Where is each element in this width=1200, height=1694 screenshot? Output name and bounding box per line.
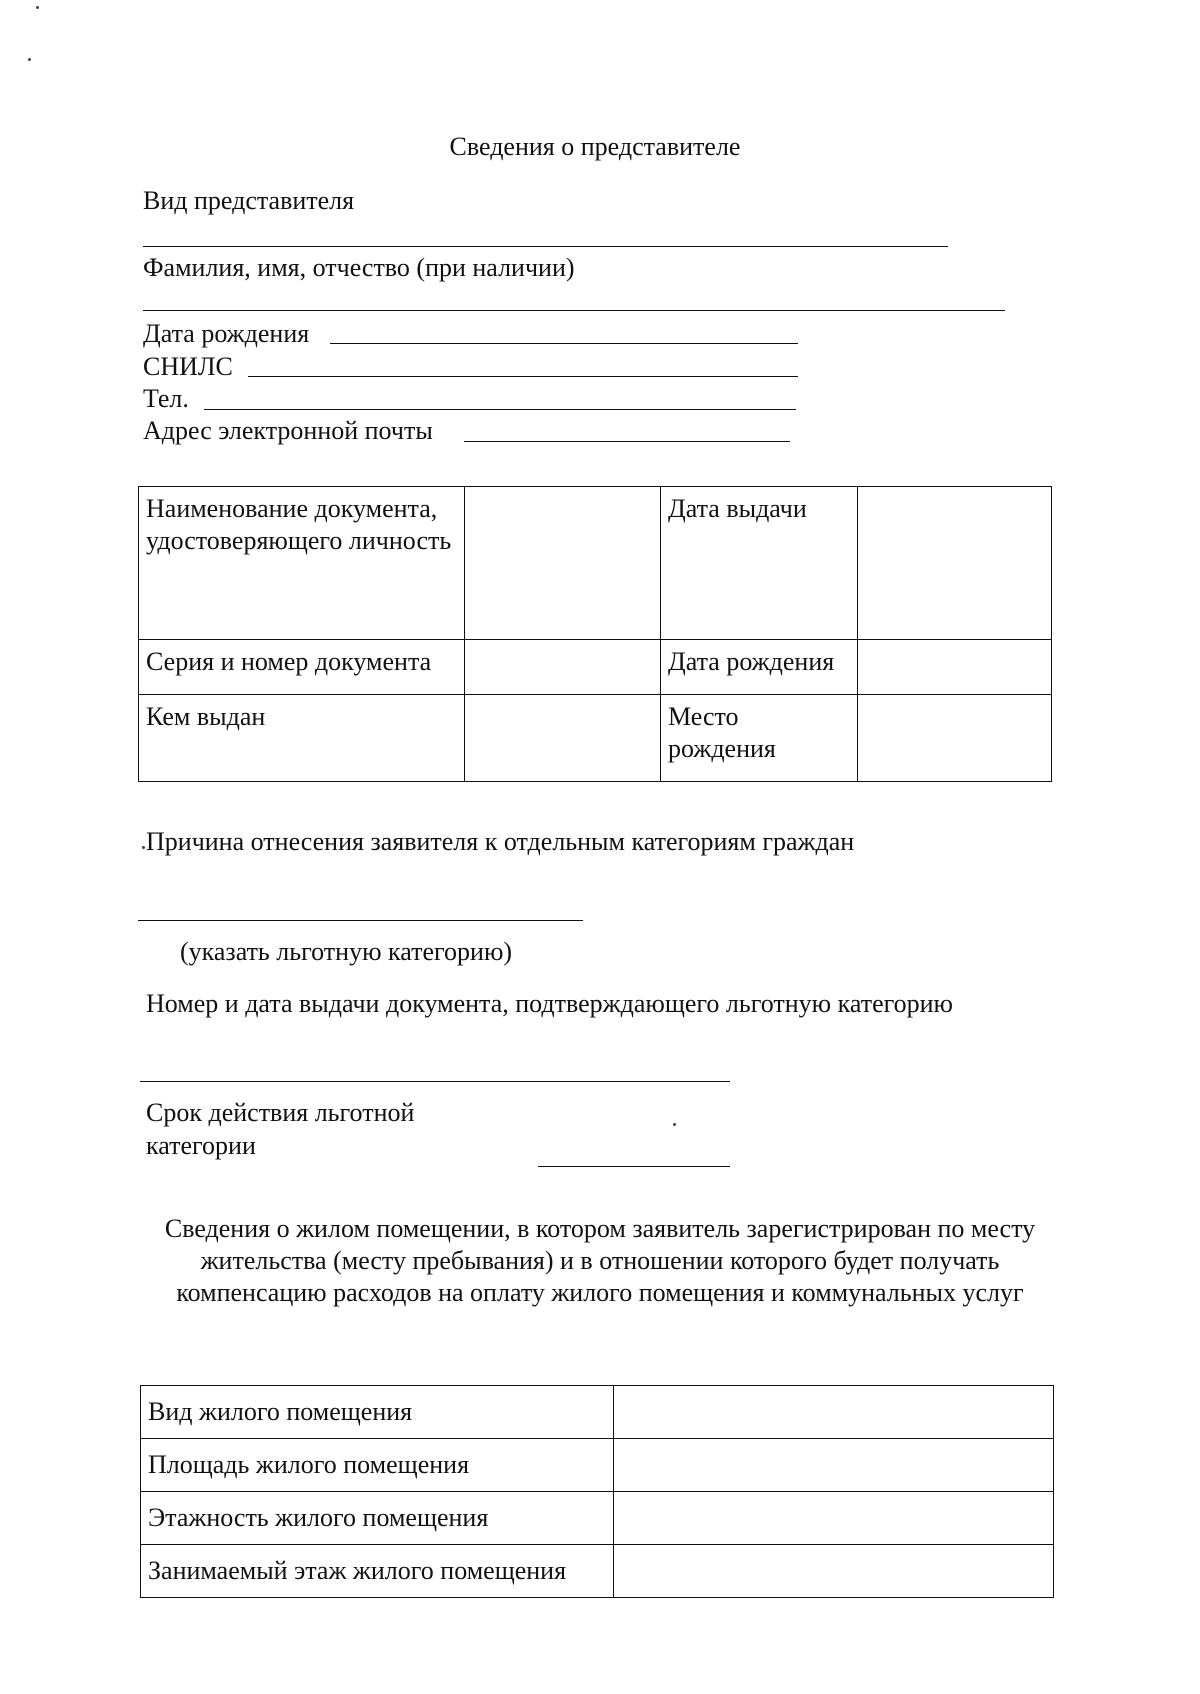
issued-by-label: Кем выдан [139,695,465,782]
doc-birth-date-label: Дата рождения [661,640,858,695]
snils-line[interactable] [248,376,798,377]
housing-occupied-floor-label: Занимаемый этаж жилого помещения [141,1545,614,1598]
doc-series-number-value[interactable] [465,640,661,695]
benefit-document-line[interactable] [140,1081,730,1082]
email-line[interactable] [464,441,790,442]
birth-date-label: Дата рождения [143,319,310,348]
issue-date-value[interactable] [858,487,1052,640]
benefit-category-hint: (указать льготную категорию) [180,937,513,966]
housing-type-label: Вид жилого помещения [141,1386,614,1439]
representative-type-label: Вид представителя [143,186,355,215]
housing-type-value[interactable] [614,1386,1054,1439]
benefit-reason-label: Причина отнесения заявителя к отдельным категориям граждан [146,827,855,856]
scan-speck [36,6,39,9]
benefit-validity-label: Срок действия льготной категории [146,1098,415,1160]
scan-speck [28,58,31,61]
birth-date-line[interactable] [330,343,798,344]
issue-date-label: Дата выдачи [661,487,858,640]
benefit-validity-line[interactable] [538,1166,730,1167]
housing-area-value[interactable] [614,1439,1054,1492]
id-doc-name-label: Наименование документа, удостоверяющего личность [139,487,465,640]
fio-line[interactable] [143,310,1005,311]
representative-type-line[interactable] [143,246,948,247]
benefit-category-line[interactable] [138,920,583,921]
id-doc-name-value[interactable] [465,487,661,640]
birth-place-value[interactable] [858,695,1052,782]
scan-speck [142,846,145,849]
housing-area-label: Площадь жилого помещения [141,1439,614,1492]
phone-line[interactable] [204,409,796,410]
email-label: Адрес электронной почты [143,416,433,445]
benefit-document-label: Номер и дата выдачи документа, подтверждающего льготную категорию [146,989,953,1018]
doc-birth-date-value[interactable] [858,640,1052,695]
snils-label: СНИЛС [143,352,233,381]
page-title: Сведения о представителе [449,132,741,161]
housing-heading: Сведения о жилом помещении, в котором заявитель зарегистрирован по месту жительства (месту пребывания) и в отношении которого будет получать компенсацию расходов на оплату жилого помещения и коммунальных услуг [164,1214,1036,1307]
scan-speck [673,1123,676,1126]
birth-place-label: Место рождения [661,695,858,782]
issued-by-value[interactable] [465,695,661,782]
doc-series-number-label: Серия и номер документа [139,640,465,695]
housing-occupied-floor-value[interactable] [614,1545,1054,1598]
fio-label: Фамилия, имя, отчество (при наличии) [143,253,575,282]
housing-floors-value[interactable] [614,1492,1054,1545]
housing-table [140,1385,1054,1598]
id-document-table [138,486,1052,782]
housing-floors-label: Этажность жилого помещения [141,1492,614,1545]
phone-label: Тел. [143,384,189,413]
